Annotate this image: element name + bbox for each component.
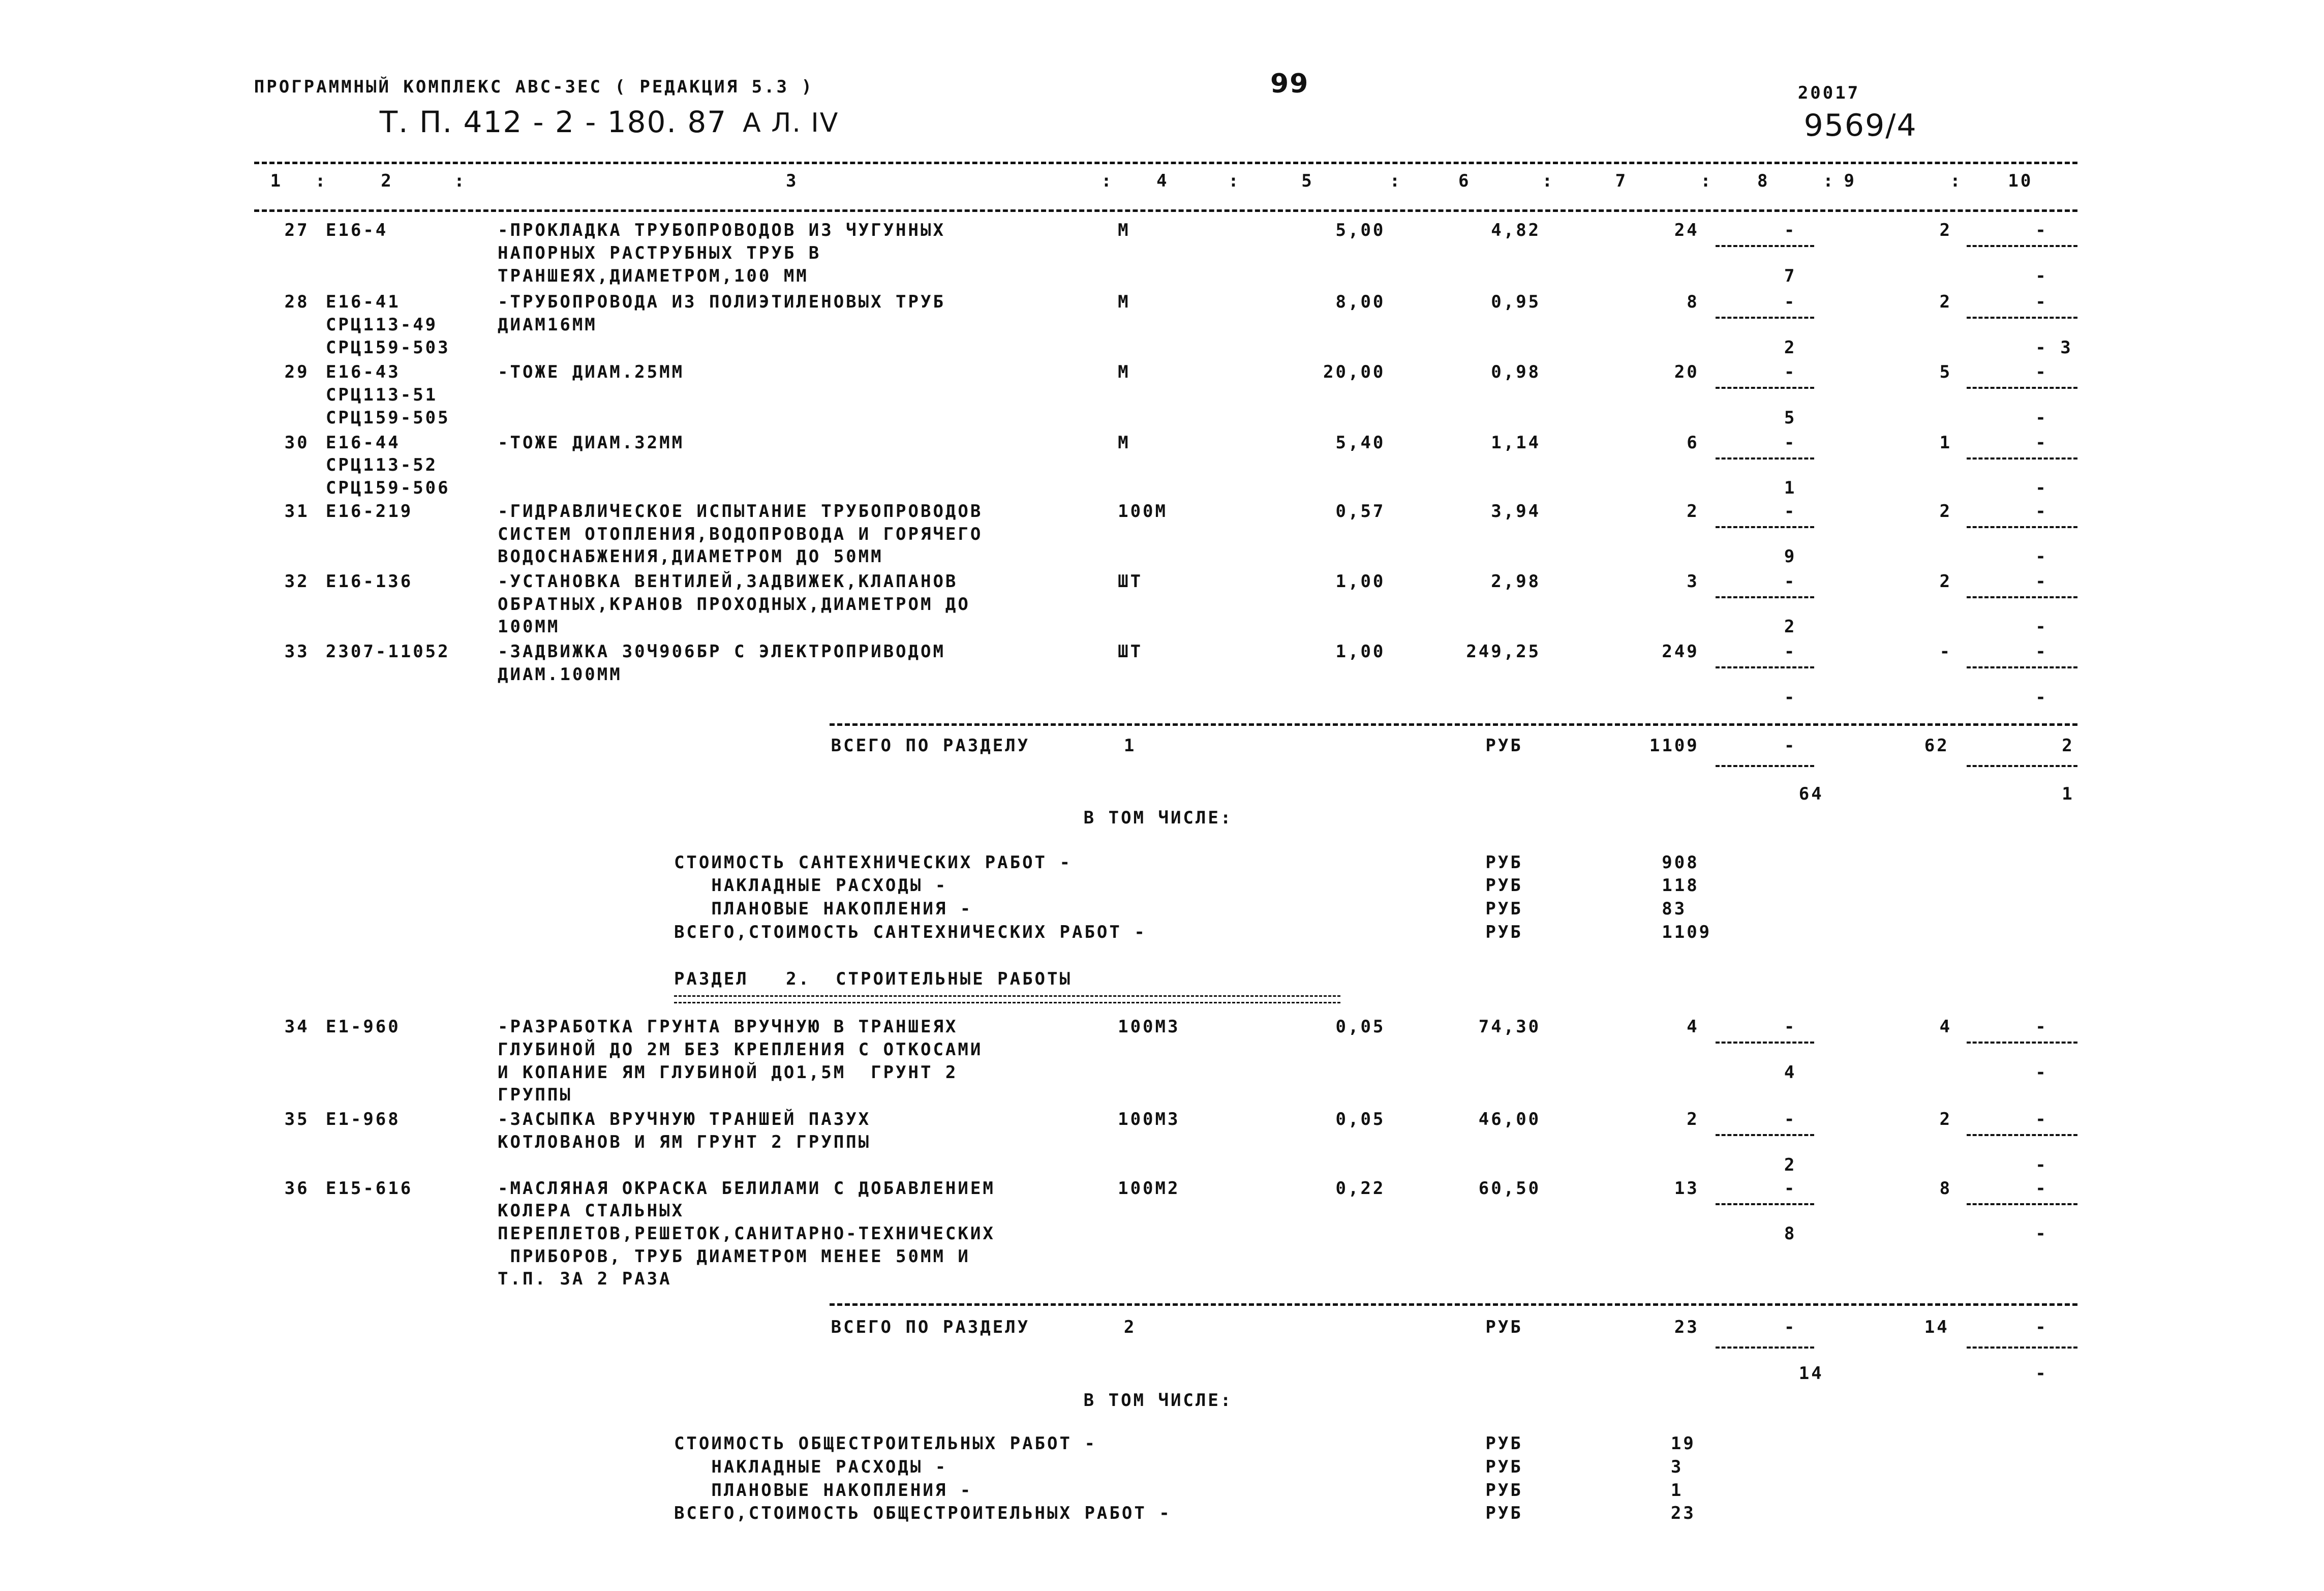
row-col-8: 2	[1784, 337, 1797, 358]
row-col-8: -	[1784, 220, 1797, 241]
row-description: ДИАМ.100ММ	[498, 664, 622, 685]
column-separator: :	[1542, 171, 1555, 192]
summary-label: НАКЛАДНЫЕ РАСХОДЫ -	[674, 875, 948, 896]
including-label: В ТОМ ЧИСЛЕ:	[1083, 807, 1233, 828]
summary-value: 908	[1662, 852, 1699, 873]
summary-label: ПЛАНОВЫЕ НАКОПЛЕНИЯ -	[674, 1480, 973, 1501]
fraction-line	[1716, 1347, 1814, 1349]
column-separator: :	[1823, 171, 1836, 192]
row-quantity: 0,05	[1335, 1017, 1386, 1037]
row-description: ТРАНШЕЯХ,ДИАМЕТРОМ,100 ММ	[498, 265, 809, 286]
summary-value: 83	[1662, 898, 1687, 919]
column-header: 10	[2008, 171, 2033, 192]
section-total-col-10: 2	[2062, 736, 2074, 756]
row-description: И КОПАНИЕ ЯМ ГЛУБИНОЙ ДО1,5М ГРУНТ 2	[498, 1062, 958, 1083]
page-number: 99	[1270, 69, 1309, 100]
row-col-10: - 3	[2035, 337, 2073, 358]
row-col-8: 4	[1784, 1062, 1797, 1083]
row-unit: ШТ	[1118, 571, 1143, 592]
row-description: КОТЛОВАНОВ И ЯМ ГРУНТ 2 ГРУППЫ	[498, 1132, 871, 1153]
row-description: -ТРУБОПРОВОДА ИЗ ПОЛИЭТИЛЕНОВЫХ ТРУБ	[498, 292, 945, 313]
program-title: ПРОГРАММНЫЙ КОМПЛЕКС АВС-ЗЕС ( РЕДАКЦИЯ 5.3 )	[254, 76, 814, 97]
row-col-9: 4	[1939, 1017, 1952, 1037]
row-description: -ЗАСЫПКА ВРУЧНУЮ ТРАНШЕЙ ПАЗУХ	[498, 1109, 871, 1130]
summary-value: 23	[1670, 1503, 1696, 1524]
row-quantity: 0,05	[1335, 1109, 1386, 1130]
section-total-value: 1109	[1649, 736, 1699, 756]
row-col-10: -	[2035, 407, 2048, 428]
row-unit-price: 46,00	[1478, 1109, 1541, 1130]
row-col-9: 2	[1939, 1109, 1952, 1130]
row-description: ПЕРЕПЛЕТОВ,РЕШЕТОК,САНИТАРНО-ТЕХНИЧЕСКИХ	[498, 1223, 995, 1244]
row-col-10: -	[2035, 1154, 2048, 1175]
row-unit-price: 4,82	[1491, 220, 1541, 241]
row-number: 31	[284, 501, 310, 522]
row-description: 100ММ	[498, 617, 560, 637]
row-code: СРЦ113-49	[325, 314, 438, 335]
row-unit-price: 60,50	[1478, 1178, 1541, 1199]
row-col-8: 8	[1784, 1223, 1797, 1244]
fraction-line	[1716, 1042, 1814, 1044]
row-code: Е16-136	[325, 571, 413, 592]
section-total-col-8: -	[1784, 736, 1797, 756]
row-description: ГРУППЫ	[498, 1085, 572, 1106]
row-col-8: -	[1784, 432, 1797, 453]
row-col-8: -	[1784, 1109, 1797, 1130]
row-unit: ШТ	[1118, 641, 1143, 662]
fraction-line	[1716, 526, 1814, 528]
column-header: 2	[381, 171, 393, 192]
row-total: 2	[1687, 501, 1699, 522]
row-code: СРЦ159-503	[325, 337, 450, 358]
row-unit-price: 0,95	[1491, 292, 1541, 313]
row-quantity: 0,57	[1335, 501, 1386, 522]
summary-value: 1	[1670, 1480, 1684, 1501]
section-total-col-10b: -	[2035, 1363, 2048, 1384]
fraction-line	[1716, 596, 1814, 598]
row-col-8: -	[1784, 1017, 1797, 1037]
row-description: Т.П. ЗА 2 РАЗА	[498, 1269, 672, 1290]
column-header: 7	[1615, 171, 1628, 192]
row-description: -УСТАНОВКА ВЕНТИЛЕЙ,ЗАДВИЖЕК,КЛАПАНОВ	[498, 571, 958, 592]
summary-value: 19	[1670, 1433, 1696, 1454]
row-description: -МАСЛЯНАЯ ОКРАСКА БЕЛИЛАМИ С ДОБАВЛЕНИЕМ	[498, 1178, 995, 1199]
column-header: 1	[270, 171, 283, 192]
row-col-8: -	[1784, 501, 1797, 522]
row-description: -ГИДРАВЛИЧЕСКОЕ ИСПЫТАНИЕ ТРУБОПРОВОДОВ	[498, 501, 983, 522]
summary-unit: РУБ	[1485, 898, 1523, 919]
column-header: 5	[1301, 171, 1314, 192]
row-col-10: -	[2035, 641, 2048, 662]
row-col-10: -	[2035, 292, 2048, 313]
section-title: РАЗДЕЛ 2. СТРОИТЕЛЬНЫЕ РАБОТЫ	[674, 969, 1072, 990]
summary-unit: РУБ	[1485, 875, 1523, 896]
row-col-9: 1	[1939, 432, 1952, 453]
row-col-10: -	[2035, 1178, 2048, 1199]
row-unit-price: 0,98	[1491, 362, 1541, 383]
fraction-line	[1967, 526, 2077, 528]
row-unit: М	[1118, 220, 1130, 241]
row-number: 29	[284, 362, 310, 383]
row-description: ОБРАТНЫХ,КРАНОВ ПРОХОДНЫХ,ДИАМЕТРОМ ДО	[498, 594, 970, 615]
row-col-9: 2	[1939, 292, 1952, 313]
row-total: 2	[1687, 1109, 1699, 1130]
row-col-10: -	[2035, 687, 2048, 708]
fraction-line	[1716, 317, 1814, 319]
row-col-10: -	[2035, 571, 2048, 592]
header-rule-top	[254, 162, 2077, 164]
column-separator: :	[1228, 171, 1241, 192]
fraction-line	[1967, 457, 2077, 460]
row-unit-price: 249,25	[1466, 641, 1541, 662]
summary-label: ВСЕГО,СТОИМОСТЬ САНТЕХНИЧЕСКИХ РАБОТ -	[674, 922, 1147, 942]
fraction-line	[1967, 1203, 2077, 1205]
row-total: 8	[1687, 292, 1699, 313]
row-unit: 100М2	[1118, 1178, 1180, 1199]
row-code: СРЦ113-52	[325, 455, 438, 476]
row-total: 6	[1687, 432, 1699, 453]
summary-value: 1109	[1662, 922, 1712, 942]
row-code: 2307-11052	[325, 641, 450, 662]
fraction-line	[1716, 457, 1814, 460]
section-total-col-8b: 14	[1798, 1363, 1824, 1384]
row-description: СИСТЕМ ОТОПЛЕНИЯ,ВОДОПРОВОДА И ГОРЯЧЕГО	[498, 524, 983, 544]
row-code: Е1-960	[325, 1017, 401, 1037]
sheet-code: 9569/4	[1803, 107, 1917, 143]
fraction-line	[1716, 387, 1814, 389]
row-number: 34	[284, 1017, 310, 1037]
column-separator: :	[1389, 171, 1402, 192]
row-col-8: -	[1784, 362, 1797, 383]
row-code: Е16-4	[325, 220, 388, 241]
row-description: -РАЗРАБОТКА ГРУНТА ВРУЧНУЮ В ТРАНШЕЯХ	[498, 1017, 958, 1037]
row-total: 3	[1687, 571, 1699, 592]
row-col-10: -	[2035, 478, 2048, 499]
section-title-underline	[674, 995, 1340, 1003]
row-col-8: 2	[1784, 617, 1797, 637]
column-header: 3	[785, 171, 799, 192]
section-total-value: 23	[1674, 1317, 1699, 1338]
fraction-line	[1716, 1134, 1814, 1136]
row-col-10: -	[2035, 1223, 2048, 1244]
row-code: СРЦ113-51	[325, 385, 438, 406]
row-number: 33	[284, 641, 310, 662]
row-description: ВОДОСНАБЖЕНИЯ,ДИАМЕТРОМ ДО 50ММ	[498, 546, 883, 567]
summary-unit: РУБ	[1485, 1503, 1523, 1524]
row-col-8: -	[1784, 641, 1797, 662]
row-col-10: -	[2035, 546, 2048, 567]
section-total-unit: РУБ	[1485, 736, 1523, 756]
row-col-8: -	[1784, 292, 1797, 313]
row-col-10: -	[2035, 220, 2048, 241]
project-code: Т. П. 412 - 2 - 180. 87	[379, 104, 727, 139]
row-description: -ТОЖЕ ДИАМ.32ММ	[498, 432, 685, 453]
row-number: 30	[284, 432, 310, 453]
row-col-10: -	[2035, 617, 2048, 637]
row-unit-price: 74,30	[1478, 1017, 1541, 1037]
column-header: 6	[1458, 171, 1471, 192]
row-quantity: 20,00	[1323, 362, 1386, 383]
row-code: Е16-41	[325, 292, 401, 313]
section-total-col-9: 62	[1924, 736, 1949, 756]
section-total-number: 1	[1123, 736, 1137, 756]
row-total: 4	[1687, 1017, 1699, 1037]
row-unit-price: 3,94	[1491, 501, 1541, 522]
row-number: 36	[284, 1178, 310, 1199]
row-quantity: 8,00	[1335, 292, 1386, 313]
column-header: 9	[1844, 171, 1856, 192]
fraction-line	[1967, 387, 2077, 389]
section-total-col-9: 14	[1924, 1317, 1949, 1338]
fraction-line	[1967, 1134, 2077, 1136]
row-col-9: 2	[1939, 571, 1952, 592]
section-total-col-10b: 1	[2062, 783, 2074, 804]
row-code: Е16-219	[325, 501, 413, 522]
row-col-8: 1	[1784, 478, 1797, 499]
summary-label: ПЛАНОВЫЕ НАКОПЛЕНИЯ -	[674, 898, 973, 919]
row-col-8: 7	[1784, 265, 1797, 286]
section-total-col-8b: 64	[1798, 783, 1824, 804]
fraction-line	[1967, 666, 2077, 668]
row-description: ГЛУБИНОЙ ДО 2М БЕЗ КРЕПЛЕНИЯ С ОТКОСАМИ	[498, 1039, 983, 1060]
fraction-line	[1716, 765, 1814, 767]
row-code: СРЦ159-506	[325, 478, 450, 499]
row-total: 24	[1674, 220, 1699, 241]
summary-unit: РУБ	[1485, 922, 1523, 942]
row-unit: М	[1118, 362, 1130, 383]
column-header: 4	[1156, 171, 1169, 192]
row-col-10: -	[2035, 1017, 2048, 1037]
row-description: ПРИБОРОВ, ТРУБ ДИАМЕТРОМ МЕНЕЕ 50ММ И	[498, 1246, 970, 1267]
row-description: -ПРОКЛАДКА ТРУБОПРОВОДОВ ИЗ ЧУГУННЫХ	[498, 220, 945, 241]
ref-code: 20017	[1797, 82, 1860, 103]
row-col-8: 2	[1784, 1154, 1797, 1175]
row-total: 13	[1674, 1178, 1699, 1199]
row-col-9: 2	[1939, 501, 1952, 522]
row-code: Е16-43	[325, 362, 401, 383]
fraction-line	[1967, 1347, 2077, 1349]
row-unit-price: 1,14	[1491, 432, 1541, 453]
column-separator: :	[1101, 171, 1114, 192]
row-col-8: -	[1784, 571, 1797, 592]
fraction-line	[1716, 245, 1814, 247]
row-total: 20	[1674, 362, 1699, 383]
row-unit: М	[1118, 292, 1130, 313]
row-col-10: -	[2035, 432, 2048, 453]
column-separator: :	[315, 171, 328, 192]
row-description: -ЗАДВИЖКА 30Ч906БР С ЭЛЕКТРОПРИВОДОМ	[498, 641, 945, 662]
row-unit: 100М3	[1118, 1017, 1180, 1037]
row-col-8: -	[1784, 687, 1797, 708]
row-col-10: -	[2035, 1109, 2048, 1130]
row-col-9: -	[1939, 641, 1952, 662]
row-description: ДИАМ16ММ	[498, 314, 597, 335]
fraction-line	[1967, 596, 2077, 598]
summary-label: НАКЛАДНЫЕ РАСХОДЫ -	[674, 1457, 948, 1478]
row-col-9: 8	[1939, 1178, 1952, 1199]
row-col-10: -	[2035, 1062, 2048, 1083]
column-header: 8	[1757, 171, 1770, 192]
row-code: СРЦ159-505	[325, 407, 450, 428]
row-col-8: -	[1784, 1178, 1797, 1199]
row-total: 249	[1662, 641, 1699, 662]
row-number: 35	[284, 1109, 310, 1130]
column-separator: :	[1700, 171, 1713, 192]
row-description: -ТОЖЕ ДИАМ.25ММ	[498, 362, 685, 383]
row-col-10: -	[2035, 265, 2048, 286]
section-total-label: ВСЕГО ПО РАЗДЕЛУ	[831, 1317, 1030, 1338]
section-total-rule	[830, 1303, 2077, 1306]
section-total-label: ВСЕГО ПО РАЗДЕЛУ	[831, 736, 1030, 756]
fraction-line	[1967, 765, 2077, 767]
summary-unit: РУБ	[1485, 852, 1523, 873]
summary-unit: РУБ	[1485, 1433, 1523, 1454]
section-total-unit: РУБ	[1485, 1317, 1523, 1338]
row-col-9: 5	[1939, 362, 1952, 383]
row-code: Е15-616	[325, 1178, 413, 1199]
row-col-10: -	[2035, 501, 2048, 522]
summary-value: 3	[1670, 1457, 1684, 1478]
fraction-line	[1967, 317, 2077, 319]
row-unit: М	[1118, 432, 1130, 453]
summary-label: СТОИМОСТЬ ОБЩЕСТРОИТЕЛЬНЫХ РАБОТ -	[674, 1433, 1097, 1454]
including-label: В ТОМ ЧИСЛЕ:	[1083, 1390, 1233, 1411]
row-quantity: 5,40	[1335, 432, 1386, 453]
fraction-line	[1716, 1203, 1814, 1205]
row-description: КОЛЕРА СТАЛЬНЫХ	[498, 1201, 685, 1221]
fraction-line	[1967, 245, 2077, 247]
row-code: Е1-968	[325, 1109, 401, 1130]
row-col-8: 5	[1784, 407, 1797, 428]
row-unit: 100М3	[1118, 1109, 1180, 1130]
row-number: 28	[284, 292, 310, 313]
fraction-line	[1716, 666, 1814, 668]
header-rule-bottom	[254, 209, 2077, 212]
row-description: НАПОРНЫХ РАСТРУБНЫХ ТРУБ В	[498, 242, 821, 263]
row-quantity: 1,00	[1335, 641, 1386, 662]
column-separator: :	[1950, 171, 1963, 192]
summary-unit: РУБ	[1485, 1480, 1523, 1501]
row-number: 32	[284, 571, 310, 592]
row-number: 27	[284, 220, 310, 241]
summary-unit: РУБ	[1485, 1457, 1523, 1478]
row-quantity: 5,00	[1335, 220, 1386, 241]
row-quantity: 0,22	[1335, 1178, 1386, 1199]
row-code: Е16-44	[325, 432, 401, 453]
section-total-col-8: -	[1784, 1317, 1797, 1338]
row-col-10: -	[2035, 362, 2048, 383]
row-unit-price: 2,98	[1491, 571, 1541, 592]
row-unit: 100М	[1118, 501, 1168, 522]
row-quantity: 1,00	[1335, 571, 1386, 592]
summary-value: 118	[1662, 875, 1699, 896]
summary-label: СТОИМОСТЬ САНТЕХНИЧЕСКИХ РАБОТ -	[674, 852, 1072, 873]
section-total-rule	[830, 723, 2077, 726]
row-col-8: 9	[1784, 546, 1797, 567]
summary-label: ВСЕГО,СТОИМОСТЬ ОБЩЕСТРОИТЕЛЬНЫХ РАБОТ -	[674, 1503, 1172, 1524]
fraction-line	[1967, 1042, 2077, 1044]
album-code: А Л. IV	[743, 107, 839, 138]
section-total-col-10: -	[2035, 1317, 2048, 1338]
column-separator: :	[454, 171, 467, 192]
row-col-9: 2	[1939, 220, 1952, 241]
section-total-number: 2	[1123, 1317, 1137, 1338]
